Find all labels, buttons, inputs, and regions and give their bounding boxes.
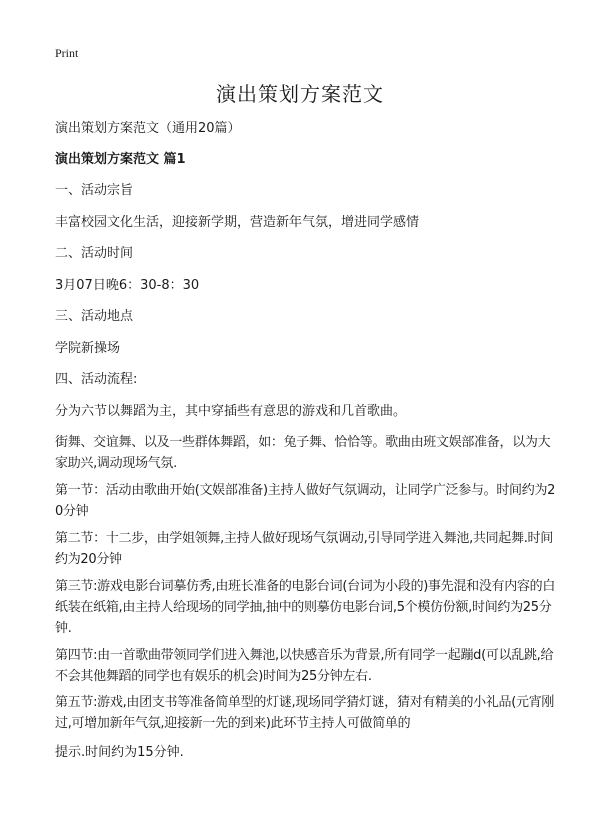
section-heading: 演出策划方案范文 篇1 bbox=[55, 152, 186, 167]
paragraph-section-5: 第五节:游戏,由团支书等准备简单型的灯谜,现场同学猜灯谜，猜对有精美的小礼品(元宵刚过,可增加新年气氛,迎接新一先的到来)此环节主持人可做简单的 bbox=[55, 695, 555, 731]
paragraph-section-5-continued: 提示.时间约为15分钟. bbox=[55, 745, 184, 760]
paragraph-overview: 分为六节以舞蹈为主，其中穿插些有意思的游戏和几首歌曲。 bbox=[55, 404, 407, 419]
heading-process: 四、活动流程: bbox=[55, 372, 138, 387]
print-link[interactable]: Print bbox=[55, 46, 79, 60]
paragraph-section-2: 第二节：十二步，由学姐领舞,主持人做好现场气氛调动,引导同学进入舞池,共同起舞.时间约为20分钟 bbox=[55, 531, 553, 567]
paragraph-time: 3月07日晚6：30-8：30 bbox=[55, 278, 200, 293]
paragraph-section-1: 第一节：活动由歌曲开始(文娱部准备)主持人做好气氛调动，让同学广泛参与。时间约为20分钟 bbox=[55, 483, 556, 519]
paragraph-purpose: 丰富校园文化生活，迎接新学期，营造新年气氛，增进同学感情 bbox=[55, 215, 420, 230]
paragraph-section-3: 第三节:游戏电影台词摹仿秀,由班长准备的电影台词(台词为小段的)事先混和没有内容的白纸装在纸箱,由主持人给现场的同学抽,抽中的则摹仿电影台词,5个模仿份额,时间约为25分钟. bbox=[55, 579, 556, 636]
document-subtitle: 演出策划方案范文（通用20篇） bbox=[55, 121, 241, 136]
heading-time: 二、活动时间 bbox=[55, 246, 134, 261]
paragraph-location: 学院新操场 bbox=[55, 341, 121, 356]
heading-location: 三、活动地点 bbox=[55, 309, 134, 324]
heading-purpose: 一、活动宗旨 bbox=[55, 183, 134, 198]
paragraph-dances: 街舞、交谊舞、以及一些群体舞蹈，如：兔子舞、恰恰等。歌曲由班文娱部准备，以为大家助兴,调动现场气氛. bbox=[55, 435, 551, 471]
document-title: 演出策划方案范文 bbox=[216, 82, 384, 106]
paragraph-section-4: 第四节:由一首歌曲带领同学们进入舞池,以快感音乐为背景,所有同学一起蹦d(可以乱跳,给不会其他舞蹈的同学也有娱乐的机会)时间为25分钟左右. bbox=[55, 648, 554, 684]
